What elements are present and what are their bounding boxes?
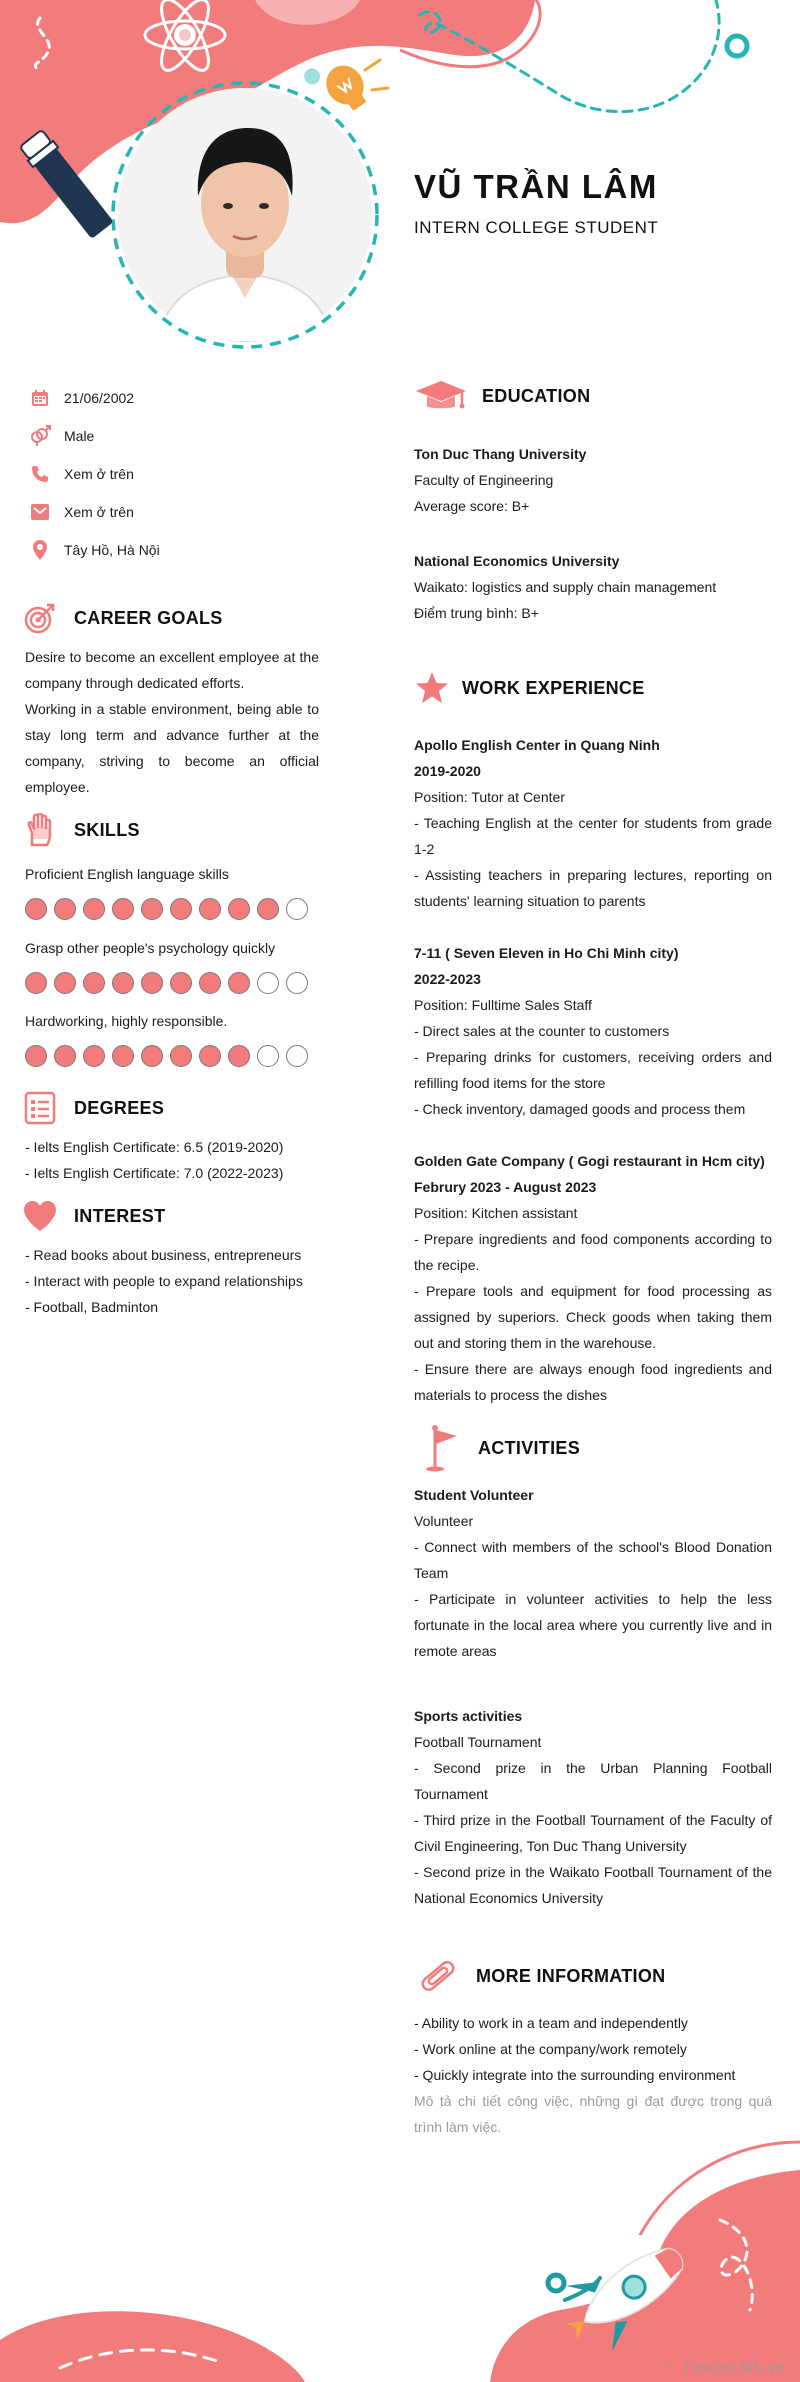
interest-item: - Read books about business, entrepreneurs <box>25 1247 302 1263</box>
skill-label: Grasp other people's psychology quickly <box>25 940 276 956</box>
skills-heading <box>22 812 140 848</box>
interest-heading <box>22 1198 165 1234</box>
school-name: National Economics University <box>414 553 620 569</box>
skill-rating <box>25 972 315 994</box>
activity-line: - Third prize in the Football Tournament of the Faculty of Civil Engineering, Ton Duc Thang University <box>414 1812 772 1854</box>
activity-entry <box>414 1482 772 1664</box>
rating-dot-filled <box>228 972 250 994</box>
rating-dot-filled <box>141 1045 163 1067</box>
activity-name: Sports activities <box>414 1708 523 1724</box>
footer-decoration <box>0 2140 800 2382</box>
career-goal-line: Desire to become an excellent employee at the company through dedicated efforts. <box>25 649 319 691</box>
candidate-name: VŨ TRẦN LÂM <box>414 168 658 205</box>
paperclip-icon <box>414 1958 462 1994</box>
rating-dot-empty <box>286 898 308 920</box>
rating-dot-filled <box>141 898 163 920</box>
career-goals-title: CAREER GOALS <box>74 607 223 628</box>
activities-heading <box>414 1424 580 1472</box>
rating-dot-filled <box>83 972 105 994</box>
heart-icon <box>22 1198 58 1234</box>
interest-item: - Football, Badminton <box>25 1299 159 1315</box>
rating-dot-filled <box>25 1045 47 1067</box>
phone-icon <box>28 462 52 486</box>
rating-dot-filled <box>228 898 250 920</box>
contact-address <box>28 538 160 562</box>
degrees-heading <box>22 1090 164 1126</box>
interest-list <box>25 1242 325 1320</box>
job-position: Position: Tutor at Center <box>414 789 565 805</box>
job-entry <box>414 732 772 914</box>
calendar-icon <box>28 386 52 410</box>
education-entry <box>414 441 772 519</box>
degree-item: - Ielts English Certificate: 7.0 (2022-2023) <box>25 1165 284 1181</box>
rating-dot-filled <box>199 898 221 920</box>
job-company: 7-11 ( Seven Eleven in Ho Chi Minh city) <box>414 945 679 961</box>
job-task: - Teaching English at the center for students from grade 1-2 <box>414 815 772 857</box>
activity-role: Football Tournament <box>414 1734 542 1750</box>
education-title: EDUCATION <box>482 385 591 406</box>
interest-item: - Interact with people to expand relationships <box>25 1273 303 1289</box>
education-heading <box>414 378 590 414</box>
rating-dot-filled <box>112 898 134 920</box>
rating-dot-empty <box>257 972 279 994</box>
candidate-title: INTERN COLLEGE STUDENT <box>414 218 659 237</box>
job-task: - Prepare ingredients and food components according to the recipe. <box>414 1231 772 1273</box>
rating-dot-filled <box>54 972 76 994</box>
activity-name: Student Volunteer <box>414 1487 534 1503</box>
skill-rating <box>25 1045 315 1067</box>
job-period: 2019-2020 <box>414 763 481 779</box>
rating-dot-empty <box>286 1045 308 1067</box>
interest-title: INTEREST <box>74 1205 166 1226</box>
location-pin-icon <box>28 538 52 562</box>
work-experience-heading <box>414 670 645 706</box>
header-decoration <box>0 0 800 360</box>
watermark-text: Timviec365.vn <box>682 2361 784 2376</box>
contact-birthday-text: 21/06/2002 <box>64 390 135 406</box>
degrees-list <box>25 1134 325 1186</box>
school-major: Faculty of Engineering <box>414 472 554 488</box>
job-company: Golden Gate Company ( Gogi restaurant in Hcm city) <box>414 1153 765 1169</box>
skill-rating <box>25 898 315 920</box>
target-icon <box>22 600 58 636</box>
rating-dot-filled <box>112 972 134 994</box>
contact-birthday <box>28 386 134 410</box>
hand-icon <box>22 812 58 848</box>
activity-role: Volunteer <box>414 1513 474 1529</box>
job-task: - Direct sales at the counter to customers <box>414 1023 670 1039</box>
job-entry <box>414 940 772 1122</box>
certificate-list-icon <box>22 1090 58 1126</box>
rating-dot-empty <box>257 1045 279 1067</box>
job-position: Position: Fulltime Sales Staff <box>414 997 592 1013</box>
school-score: Average score: B+ <box>414 498 530 514</box>
footer-blob-left <box>0 2311 305 2382</box>
ring-icon <box>727 36 747 56</box>
activities-title: ACTIVITIES <box>478 1437 581 1458</box>
degree-item: - Ielts English Certificate: 6.5 (2019-2020) <box>25 1139 284 1155</box>
rating-dot-filled <box>228 1045 250 1067</box>
career-goal-line: Working in a stable environment, being able to stay long term and advance further at the company, striving to become an official employee. <box>25 701 319 795</box>
rating-dot-filled <box>199 972 221 994</box>
job-period: 2022-2023 <box>414 971 481 987</box>
career-goals-text <box>25 644 319 800</box>
contact-gender-text: Male <box>64 428 95 444</box>
rating-dot-filled <box>199 1045 221 1067</box>
more-information-list <box>414 2010 772 2140</box>
rating-dot-filled <box>170 1045 192 1067</box>
job-company: Apollo English Center in Quang Ninh <box>414 737 660 753</box>
rating-dot-filled <box>25 972 47 994</box>
contact-gender <box>28 424 94 448</box>
job-task: - Preparing drinks for customers, receiving orders and refilling food items for the store <box>414 1049 772 1091</box>
rating-dot-filled <box>83 898 105 920</box>
rating-dot-filled <box>54 1045 76 1067</box>
job-task: - Assisting teachers in preparing lectures, reporting on students' learning situation to parents <box>414 867 772 909</box>
job-entry <box>414 1148 772 1408</box>
activity-line: - Second prize in the Urban Planning Football Tournament <box>414 1760 772 1802</box>
rating-dot-filled <box>54 898 76 920</box>
ring-icon <box>548 2275 564 2291</box>
more-information-title: MORE INFORMATION <box>476 1965 666 1986</box>
rating-dot-filled <box>83 1045 105 1067</box>
skill-label: Hardworking, highly responsible. <box>25 1013 228 1029</box>
star-icon <box>414 670 450 706</box>
school-major: Waikato: logistics and supply chain management <box>414 579 717 595</box>
rating-dot-empty <box>286 972 308 994</box>
school-name: Ton Duc Thang University <box>414 446 587 462</box>
more-information-heading <box>414 1958 665 1994</box>
profile-photo <box>118 88 372 342</box>
info-item: - Work online at the company/work remotely <box>414 2041 687 2057</box>
activity-entry <box>414 1703 772 1911</box>
activity-line: - Connect with members of the school's Blood Donation Team <box>414 1539 772 1581</box>
job-task: - Prepare tools and equipment for food processing as assigned by superiors. Check goods when taking them out and storing them in the warehouse. <box>414 1283 772 1351</box>
contact-address-text: Tây Hồ, Hà Nội <box>64 542 160 558</box>
education-entry <box>414 548 772 626</box>
rating-dot-filled <box>257 898 279 920</box>
job-task: - Check inventory, damaged goods and process them <box>414 1101 746 1117</box>
gender-icon <box>28 424 52 448</box>
rating-dot-filled <box>170 898 192 920</box>
graduation-cap-icon <box>414 378 468 414</box>
activity-line: - Second prize in the Waikato Football Tournament of the National Economics University <box>414 1864 772 1906</box>
work-experience-title: WORK EXPERIENCE <box>462 677 645 698</box>
contact-phone-text: Xem ở trên <box>64 466 134 482</box>
career-goals-heading <box>22 600 223 636</box>
activity-line: - Participate in volunteer activities to help the less fortunate in the local area where you currently live and in remote areas <box>414 1591 772 1659</box>
rating-dot-filled <box>170 972 192 994</box>
skills-title: SKILLS <box>74 819 140 840</box>
flag-icon <box>414 1424 468 1472</box>
contact-email[interactable] <box>28 500 134 524</box>
mail-icon <box>28 500 52 524</box>
contact-email-text: Xem ở trên <box>64 504 134 520</box>
rating-dot-filled <box>141 972 163 994</box>
info-placeholder[interactable]: Mô tả chi tiết công việc, những gì đạt được trong quá trình làm việc. <box>414 2093 772 2135</box>
rating-dot-filled <box>112 1045 134 1067</box>
skill-label: Proficient English language skills <box>25 866 229 882</box>
rating-dot-filled <box>25 898 47 920</box>
contact-phone[interactable] <box>28 462 134 486</box>
job-task: - Ensure there are always enough food ingredients and materials to process the dishes <box>414 1361 772 1403</box>
info-item: - Quickly integrate into the surrounding environment <box>414 2067 736 2083</box>
avatar-illustration <box>118 88 372 342</box>
job-period: Februry 2023 - August 2023 <box>414 1179 597 1195</box>
watermark <box>664 2361 784 2376</box>
degrees-title: DEGREES <box>74 1097 165 1118</box>
sparkle-icon: ⁘ <box>663 2361 683 2376</box>
job-position: Position: Kitchen assistant <box>414 1205 578 1221</box>
school-score: Điểm trung bình: B+ <box>414 605 539 621</box>
info-item: - Ability to work in a team and independently <box>414 2015 688 2031</box>
